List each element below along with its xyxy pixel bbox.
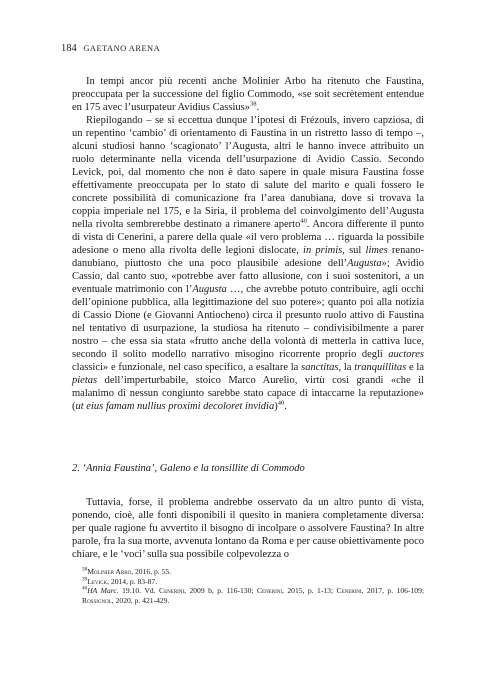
text-run: , la (338, 362, 355, 373)
running-header-author: GAETANO ARENA (83, 44, 161, 53)
section-heading: 2. ‘Annia Faustina’, Galeno e la tonsillite di Commodo (72, 463, 305, 474)
text-run: , 2015, p. 1-13; (282, 586, 337, 596)
italic-text: Augusta (192, 284, 227, 295)
running-header (61, 43, 421, 55)
text-run: . (284, 401, 287, 412)
paragraph-3: Tuttavia, forse, il problema andrebbe osservato da un altro punto di vista, ponendo, cioè, alle fonti disponibili il quesito in maniera completamente diversa: per quale ragione fu avvertito il bisogno di incolpare o assolvere Faustina? In altre parole, fra la sua morte, avvenuta lontano da Roma e per cause obiettivamente poco chiare, e le ‘voci’ sulla sua possibile colpevolezza o (72, 497, 424, 560)
italic-text: Augusta (347, 258, 382, 269)
text-run: , 2009 b, p. 116-130; (184, 586, 257, 596)
author-name: Cenerini (256, 586, 283, 596)
text-run: , 2014, p. 83-87. (107, 576, 158, 586)
text-run: …, che avrebbe potuto contribuire, agli occhi dell’opinione pubblica, alla legittimazione del suo potere»; quanto poi alla notizia di Cassio Dione (e Giovanni Antiocheno) circa il presunto ruolo attivo di Faustina nel tentativo di usurpazione, la studiosa ha ritenuto – condivisibilmente a parer nostro – che essa sia stata «frutto anche della volontà di metterla in cattiva luce, secondo il solito modello narrativo misogino ricorrente proprio degli (72, 284, 425, 360)
footnote-ref-38[interactable]: 38 (249, 100, 257, 108)
paragraph-2 (72, 114, 424, 413)
italic-text: auctores (388, 349, 424, 360)
italic-text: sanctitas (301, 362, 339, 373)
text-run: Riepilogando – se si eccettua dunque l’ipotesi di Frézouls, invero capziosa, di un repentino ‘cambio’ di orientamento di Faustina in un ristretto lasso di tempo –, alcuni studiosi hanno ‘scagionato’ l’Augusta, altri le hanno invece attribuito un ruolo determinante nella vicenda dell’usurpazione di Avidio Cassio. Secondo Levick, poi, dal momento che non è dato sapere in quale misura Faustina fosse effettivamente preoccupata per lo stato di salute del marito e quali fossero le concrete possibilità di comunicazione fra l’area danubiana, dove si trovava la coppia imperiale nel 175, e la Siria, il problema del coinvolgimento dell’Augusta nella rivolta sembrerebbe destinato a rimanere aperto (72, 115, 424, 230)
text-run: , sul (342, 245, 366, 256)
italic-text: in primis (303, 245, 343, 256)
main-text-continued (72, 496, 424, 561)
footnote-number: 39 (82, 576, 88, 583)
italic-text: tranquillitas (354, 362, 407, 373)
text-run: classici» e funzionale, nel caso specifico, a esaltare la (72, 362, 302, 373)
source-title: HA Marc. (87, 586, 119, 596)
text-run: . Ancora differente il punto di vista di Cenerini, a parere della quale «il vero problema … riguarda la possibile adesione o meno alla rivolta delle legioni dislocate, (72, 219, 424, 256)
page-number: 184 (61, 43, 77, 54)
text-run: In tempi ancor più recenti anche Molinier Arbo ha ritenuto che Faustina, preoccupata per la successione del figlio Commodo, «se soit secrètement entendue en 175 avec l’usurpateur Avidius Cassius» (72, 76, 424, 113)
text-run: , 2016, p. 55. (131, 567, 172, 576)
footnotes (82, 567, 424, 605)
text-run: , 2017, p. 106-109; (361, 586, 424, 596)
text-run: e la (406, 362, 424, 373)
main-text (72, 75, 424, 413)
text-run: . (256, 102, 260, 113)
text-run: , 2020, p. 421-429. (111, 595, 170, 605)
footnote-number: 40 (82, 585, 88, 592)
footnote-39 (82, 577, 424, 587)
author-name: Cenerini (336, 586, 362, 596)
author-name: Cenerini (159, 586, 185, 596)
footnote-ref-40[interactable]: 40 (277, 399, 285, 407)
author-name: Rossignol (82, 595, 112, 605)
footnote-38 (82, 567, 424, 577)
text-run: 19.10. Vd. (118, 586, 160, 596)
author-name: Molinier Arbo (87, 567, 132, 576)
author-name: Levick (87, 576, 108, 586)
italic-text: pietas (72, 375, 98, 386)
paragraph-1 (72, 75, 424, 114)
footnote-40 (82, 586, 424, 605)
footnote-ref-39[interactable]: 40 (300, 217, 307, 225)
text-run: renano-danubiano, piuttosto che una poco plausibile adesione dell’ (72, 245, 424, 269)
italic-text: ut eius famam nullius proximi decoloret invidia (75, 401, 275, 412)
footnote-number: 38 (82, 566, 88, 573)
text-run: dell’imperturbabile, stoico Marco Aurelio, virtù così grandi «che il malanimo di nessun congiunto sarebbe stato capace di intaccarne la reputazione» ( (72, 375, 424, 412)
text-run: ) (274, 401, 278, 412)
text-run: »; Avidio Cassio, dal canto suo, «potrebbe aver fatto allusione, con i suoi sostenitori, a un eventuale matrimonio con l’ (72, 258, 424, 295)
italic-text: limes (365, 245, 388, 256)
